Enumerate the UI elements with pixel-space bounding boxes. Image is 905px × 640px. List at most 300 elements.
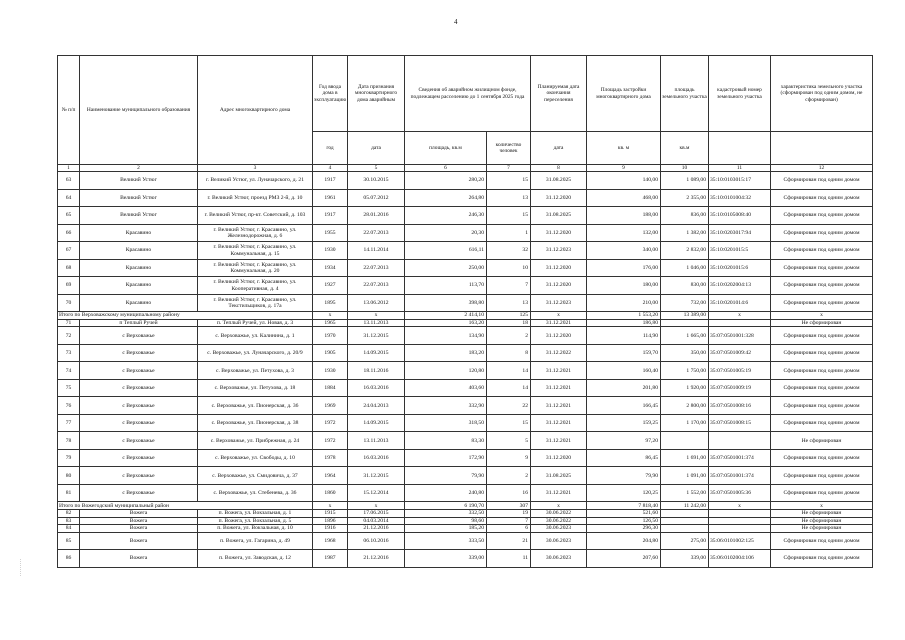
header-cadastral: кадастровый номер земельного участка (709, 56, 771, 132)
table-cell: 31.12.2021 (531, 379, 587, 397)
table-cell: 188,00 (587, 207, 661, 225)
table-cell: 31.12.2021 (531, 484, 587, 502)
table-cell: Не сформирован (771, 319, 873, 327)
table-cell: 78 (58, 432, 80, 450)
table-cell: Великий Устюг (80, 207, 198, 225)
table-cell: 1917 (313, 172, 348, 190)
table-cell: Сформирован под одним домом (771, 379, 873, 397)
table-cell: 13 (487, 294, 531, 312)
table-cell: Сформирован под одним домом (771, 449, 873, 467)
table-cell: с. Верховажье, ул. Пионерская, д. 38 (198, 414, 313, 432)
table-cell: 186,80 (587, 319, 661, 327)
table-cell: 14.09.2015 (348, 414, 405, 432)
table-cell: г. Великий Устюг, г. Красавино, ул. Коммунальная, д. 15 (198, 242, 313, 260)
table-cell: Сформирован под одним домом (771, 467, 873, 485)
table-cell: 79,90 (405, 467, 487, 485)
table-cell: 15 (487, 414, 531, 432)
table-cell: 1987 (313, 550, 348, 568)
table-cell: 339,00 (405, 550, 487, 568)
table-cell: с Верховажье (80, 379, 198, 397)
table-cell: 21 (487, 532, 531, 550)
table-cell: 1968 (313, 532, 348, 550)
table-cell: 30.06.2023 (531, 550, 587, 568)
table-cell: Сформирован под одним домом (771, 294, 873, 312)
table-cell: Не сформирован (771, 525, 873, 533)
table-cell: 31.12.2020 (531, 449, 587, 467)
table-row (58, 414, 873, 432)
table-cell: 80 (58, 467, 80, 485)
table-cell: 1917 (313, 207, 348, 225)
header-planned-date: Планируемая дата окончания переселения (531, 56, 587, 132)
table-cell: 22.07.2013 (348, 259, 405, 277)
table-cell: г. Великий Устюг, ул. Луначарского, д. 21 (198, 172, 313, 190)
table-cell: 35:10:0105008:40 (709, 207, 771, 225)
table-cell: 14.09.2015 (348, 344, 405, 362)
table-cell: 1961 (313, 189, 348, 207)
table-cell: Сформирован под одним домом (771, 344, 873, 362)
table-cell: п. Вожега, ул. Вокзальная, д. 10 (198, 525, 313, 533)
table-cell: Красавино (80, 277, 198, 295)
table-cell: Вожега (80, 532, 198, 550)
table-row (58, 242, 873, 260)
table-cell: 14.11.2014 (348, 242, 405, 260)
table-cell: 7 818,40 (587, 502, 661, 510)
table-cell: 11 (487, 550, 531, 568)
table-cell: 333,50 (405, 532, 487, 550)
total-row (58, 312, 873, 320)
table-cell: с. Верховажье, ул. Прибрежная, д. 24 (198, 432, 313, 450)
table-cell: 15 (487, 172, 531, 190)
table-cell: п. Вожега, ул. Гагарина, д. 49 (198, 532, 313, 550)
table-cell: 403,60 (405, 379, 487, 397)
table-cell: 17.06.2015 (348, 510, 405, 518)
table-cell: 1915 (313, 510, 348, 518)
table-cell: 732,00 (661, 294, 709, 312)
table-cell: 31.12.2021 (531, 397, 587, 415)
table-cell: 201,80 (587, 379, 661, 397)
header-municipality: Наименование муниципального образования (80, 56, 198, 165)
table-cell: 307 (487, 502, 531, 510)
table-cell: 35:07:0501005:19 (709, 362, 771, 380)
table-cell: 84 (58, 525, 80, 533)
table-cell: 31.12.2020 (531, 259, 587, 277)
table-cell: 31.12.2020 (531, 224, 587, 242)
table-cell: 339,00 (661, 550, 709, 568)
column-number-row: 1 2 3 4 5 6 7 8 9 10 11 12 (58, 165, 873, 172)
table-cell: с Верховажье (80, 327, 198, 345)
table-cell: 35:07:0501005:36 (709, 484, 771, 502)
table-cell: 250,00 (405, 259, 487, 277)
margin-marks: ⋮ ⋮ ⋮ (18, 560, 23, 577)
table-cell: 35:07:0501008:15 (709, 414, 771, 432)
table-cell: x (348, 312, 405, 320)
table-cell: 246,30 (405, 207, 487, 225)
total-row (58, 502, 873, 510)
table-cell: 35:10:0103015:17 (709, 172, 771, 190)
table-cell: x (313, 312, 348, 320)
table-cell: 1930 (313, 362, 348, 380)
table-cell: 1 089,00 (661, 172, 709, 190)
table-row (58, 189, 873, 207)
header-land-area: площадь земельного участка (661, 56, 709, 132)
table-cell: 85 (58, 532, 80, 550)
table-cell: Красавино (80, 259, 198, 277)
table-cell: 65 (58, 207, 80, 225)
table-cell: 140,00 (587, 172, 661, 190)
table-cell: 76 (58, 397, 80, 415)
table-cell: 210,00 (587, 294, 661, 312)
table-row (58, 517, 873, 525)
table-cell: 35:10:0201014:6 (709, 294, 771, 312)
table-cell: п. Вожега, ул. Вокзальная, д. 5 (198, 517, 313, 525)
table-cell: Вожега (80, 517, 198, 525)
table-cell (709, 517, 771, 525)
table-cell: 35:06:0101002:125 (709, 532, 771, 550)
unit-build-m2: кв. м (587, 132, 661, 165)
table-cell: 31.12.2020 (531, 327, 587, 345)
table-cell (661, 510, 709, 518)
table-cell: Сформирован под одним домом (771, 550, 873, 568)
table-cell: 1965 (313, 319, 348, 327)
table-cell: 64 (58, 189, 80, 207)
table-cell: 166,45 (587, 397, 661, 415)
table-cell: Сформирован под одним домом (771, 397, 873, 415)
table-cell: Сформирован под одним домом (771, 259, 873, 277)
table-cell: 1970 (313, 327, 348, 345)
table-cell: x (313, 502, 348, 510)
table-cell: 31.12.2021 (531, 432, 587, 450)
table-cell: 18.11.2016 (348, 362, 405, 380)
table-cell: 159,25 (587, 414, 661, 432)
table-row (58, 294, 873, 312)
table-row (58, 510, 873, 518)
table-cell: 1 920,00 (661, 379, 709, 397)
table-cell: 35:10:0201015:5 (709, 242, 771, 260)
header-build-area: Площадь застройки многоквартирного дома (587, 56, 661, 132)
table-cell: 06.10.2016 (348, 532, 405, 550)
table-cell: 82 (58, 510, 80, 518)
table-cell: Великий Устюг (80, 172, 198, 190)
table-cell: 86,45 (587, 449, 661, 467)
table-cell: 35:07:0501009:19 (709, 379, 771, 397)
table-cell: 14 (487, 362, 531, 380)
table-cell: с Верховажье (80, 397, 198, 415)
table-cell: 66 (58, 224, 80, 242)
table-cell: г. Великий Устюг, г. Красавино, ул. Кооперативная, д. 4 (198, 277, 313, 295)
table-cell: 207,60 (587, 550, 661, 568)
table-cell: 120,80 (405, 362, 487, 380)
table-cell: Сформирован под одним домом (771, 277, 873, 295)
table-cell: 30.06.2023 (531, 532, 587, 550)
table-cell: п. Теплый Ручей, ул. Новая, д. 3 (198, 319, 313, 327)
table-cell: Итого по Верховажскому муниципальному району (58, 312, 313, 320)
table-cell: 35:07:0501001:374 (709, 467, 771, 485)
table-cell: 67 (58, 242, 80, 260)
table-cell: 5 (487, 432, 531, 450)
table-cell: 132,00 (587, 224, 661, 242)
table-cell: г. Великий Устюг, проезд РМЗ 2-й, д. 10 (198, 189, 313, 207)
table-cell: 35:10:0202004:13 (709, 277, 771, 295)
table-cell (661, 517, 709, 525)
table-cell: 30.06.2022 (531, 510, 587, 518)
table-cell (709, 510, 771, 518)
table-cell: 7 (487, 277, 531, 295)
table-cell: 10 (487, 259, 531, 277)
table-cell: 1896 (313, 517, 348, 525)
table-cell: 1934 (313, 259, 348, 277)
table-cell: 1 553,20 (587, 312, 661, 320)
table-cell: 22.07.2013 (348, 224, 405, 242)
table-cell: 20,30 (405, 224, 487, 242)
table-row (58, 224, 873, 242)
table-cell: 30.06.2023 (531, 525, 587, 533)
table-cell: Не сформирован (771, 432, 873, 450)
unit-people: количество человек (487, 132, 531, 165)
table-cell: 31.12.2015 (348, 327, 405, 345)
table-row (58, 362, 873, 380)
unit-empty (709, 132, 771, 165)
table-row (58, 432, 873, 450)
table-cell: x (531, 312, 587, 320)
table-cell: 1927 (313, 277, 348, 295)
table-cell: 32 (487, 242, 531, 260)
table-cell: 1916 (313, 525, 348, 533)
table-cell: с. Верховажье, ул. Луначарского, д. 20/9 (198, 344, 313, 362)
table-cell: 1 170,00 (661, 414, 709, 432)
table-cell: 2 (487, 327, 531, 345)
table-cell: 31.12.2022 (531, 344, 587, 362)
table-cell: 72 (58, 327, 80, 345)
table-cell: 2 355,00 (661, 189, 709, 207)
table-cell: 125 (487, 312, 531, 320)
table-cell: 31.08.2025 (531, 172, 587, 190)
table-cell: 9 (487, 449, 531, 467)
table-cell: 35:07:0501001:374 (709, 449, 771, 467)
table-cell: 24.04.2013 (348, 397, 405, 415)
table-cell: 1969 (313, 397, 348, 415)
unit-year: год (313, 132, 348, 165)
table-cell: 63 (58, 172, 80, 190)
table-cell: Великий Устюг (80, 189, 198, 207)
table-cell: 97,20 (587, 432, 661, 450)
table-cell: с Верховажье (80, 344, 198, 362)
table-cell: 19 (487, 510, 531, 518)
table-cell: 13.11.2013 (348, 432, 405, 450)
header-number: № п/п (58, 56, 80, 165)
table-cell: 1 691,00 (661, 449, 709, 467)
table-cell: 2 (487, 467, 531, 485)
table-cell: с Верховажье (80, 432, 198, 450)
table-cell: 21.12.2016 (348, 525, 405, 533)
table-cell: 114,90 (587, 327, 661, 345)
table-cell: 31.12.2021 (531, 319, 587, 327)
table-cell: Сформирован под одним домом (771, 189, 873, 207)
table-cell: 1 750,00 (661, 362, 709, 380)
table-cell: 68 (58, 259, 80, 277)
table-cell: Вожега (80, 525, 198, 533)
header-address: Адрес многоквартирного дома (198, 56, 313, 165)
emergency-housing-table (57, 55, 873, 568)
table-cell: x (531, 502, 587, 510)
table-cell: 1 (487, 224, 531, 242)
unit-area: площадь, кв.м (405, 132, 487, 165)
table-cell: 204,80 (587, 532, 661, 550)
table-cell: 6 (487, 525, 531, 533)
table-cell: 16.03.2016 (348, 449, 405, 467)
table-cell: 13 389,00 (661, 312, 709, 320)
table-cell: x (771, 502, 873, 510)
table-cell: с Верховажье (80, 484, 198, 502)
table-cell: 69 (58, 277, 80, 295)
table-cell: 1860 (313, 484, 348, 502)
table-row (58, 327, 873, 345)
table-cell: с. Верховажье, ул. Стебенева, д. 36 (198, 484, 313, 502)
table-cell: 160,40 (587, 362, 661, 380)
table-cell: Сформирован под одним домом (771, 414, 873, 432)
table-cell: 31.12.2015 (348, 467, 405, 485)
table-cell (709, 525, 771, 533)
table-cell: 1 091,00 (661, 467, 709, 485)
table-cell: 836,00 (661, 207, 709, 225)
table-cell: 13.06.2012 (348, 294, 405, 312)
table-cell: 468,00 (587, 189, 661, 207)
table-cell: 21.12.2016 (348, 550, 405, 568)
table-cell: 13.11.2013 (348, 319, 405, 327)
table-cell: п. Вожега, ул. Заводская, д. 12 (198, 550, 313, 568)
table-cell: 30.10.2015 (348, 172, 405, 190)
table-cell: 35:07:0501008:16 (709, 397, 771, 415)
table-cell: x (771, 312, 873, 320)
table-cell: 1964 (313, 467, 348, 485)
table-cell: Сформирован под одним домом (771, 484, 873, 502)
table-row (58, 207, 873, 225)
header-land-char: характеристика земельного участка (сформирован под одним домом, не сформирован) (771, 56, 873, 132)
table-cell: x (348, 502, 405, 510)
table-cell: 1972 (313, 432, 348, 450)
table-row (58, 525, 873, 533)
table-cell: с. Верховажье, ул. Петухова, д. 3 (198, 362, 313, 380)
table-cell: 98,60 (405, 517, 487, 525)
table-cell: с Верховажье (80, 414, 198, 432)
table-cell: Красавино (80, 242, 198, 260)
table-cell: Не сформирован (771, 517, 873, 525)
table-cell: Сформирован под одним домом (771, 242, 873, 260)
table-cell: 31.12.2021 (531, 362, 587, 380)
table-cell: Сформирован под одним домом (771, 207, 873, 225)
table-cell: 521,60 (587, 510, 661, 518)
table-row (58, 550, 873, 568)
table-cell: 6 190,70 (405, 502, 487, 510)
table-cell: 35:06:0102004:106 (709, 550, 771, 568)
table-cell: 8 (487, 344, 531, 362)
table-row (58, 449, 873, 467)
table-cell: 35:07:0501001:328 (709, 327, 771, 345)
table-cell: 18 (487, 319, 531, 327)
table-cell: 172,90 (405, 449, 487, 467)
table-cell: г. Великий Устюг, пр-кт. Советский, д. 103 (198, 207, 313, 225)
table-cell: 332,90 (405, 397, 487, 415)
table-cell: 1972 (313, 414, 348, 432)
table-cell: г. Великий Устюг, г. Красавино, ул. Железнодорожная, д. 6 (198, 224, 313, 242)
table-cell: Итого по Вожегодский муниципальный район (58, 502, 313, 510)
unit-empty (771, 132, 873, 165)
table-row (58, 484, 873, 502)
table-row (58, 319, 873, 327)
table-cell: 113,70 (405, 277, 487, 295)
table-cell: Вожега (80, 510, 198, 518)
table-cell: 616,11 (405, 242, 487, 260)
table-cell: с. Верховажье, ул. Петухова, д. 18 (198, 379, 313, 397)
table-cell: с. Верховажье, ул. Свободы, д. 10 (198, 449, 313, 467)
table-cell: 83 (58, 517, 80, 525)
table-cell: 75 (58, 379, 80, 397)
table-cell: с Верховажье (80, 467, 198, 485)
table-cell: 31.12.2023 (531, 294, 587, 312)
table-cell: 86 (58, 550, 80, 568)
table-cell: г. Великий Устюг, г. Красавино, ул. Текстильщиков, д. 17а (198, 294, 313, 312)
table-cell: 1955 (313, 224, 348, 242)
table-cell: 332,50 (405, 510, 487, 518)
table-row (58, 277, 873, 295)
table-cell: 126,50 (587, 517, 661, 525)
table-cell: 81 (58, 484, 80, 502)
table-cell: 73 (58, 344, 80, 362)
table-cell: 83,30 (405, 432, 487, 450)
table-cell: Сформирован под одним домом (771, 362, 873, 380)
table-cell: 16 (487, 484, 531, 502)
table-cell: 1 046,00 (661, 259, 709, 277)
table-row (58, 532, 873, 550)
table-cell: 176,00 (587, 259, 661, 277)
table-cell: п Теплый Ручей (80, 319, 198, 327)
table-cell: 79,90 (587, 467, 661, 485)
table-cell: Сформирован под одним домом (771, 327, 873, 345)
table-cell: 15 (487, 207, 531, 225)
table-cell: 79 (58, 449, 80, 467)
table-cell: с. Верховажье, ул. Смидовича, д. 37 (198, 467, 313, 485)
unit-land-m2: кв.м (661, 132, 709, 165)
header-emergency-date: Дата признания многоквартирного дома аварийным (348, 56, 405, 132)
table-cell: 1930 (313, 242, 348, 260)
table-cell: 31.12.2023 (531, 242, 587, 260)
table-cell: 30.06.2022 (531, 517, 587, 525)
table-cell: 31.12.2020 (531, 189, 587, 207)
table-cell: с. Верховажье, ул. Пионерская, д. 36 (198, 397, 313, 415)
header-year: Год ввода дома в эксплуатацию (313, 56, 348, 132)
unit-plan-date: дата (531, 132, 587, 165)
table-row (58, 259, 873, 277)
table-cell: 264,80 (405, 189, 487, 207)
table-cell (661, 525, 709, 533)
table-row (58, 344, 873, 362)
table-cell: 2 800,00 (661, 397, 709, 415)
table-cell: п. Вожега, ул. Вокзальная, д. 1 (198, 510, 313, 518)
table-cell: 70 (58, 294, 80, 312)
table-cell: 22.07.2013 (348, 277, 405, 295)
table-cell (661, 432, 709, 450)
table-cell: 77 (58, 414, 80, 432)
table-cell: 14 (487, 379, 531, 397)
table-cell: Сформирован под одним домом (771, 224, 873, 242)
table-cell: 275,00 (661, 532, 709, 550)
table-cell: 31.12.2020 (531, 277, 587, 295)
table-cell: Не сформирован (771, 510, 873, 518)
table-row (58, 467, 873, 485)
table-cell: 1978 (313, 449, 348, 467)
table-cell: 163,20 (405, 319, 487, 327)
table-cell: 180,00 (587, 277, 661, 295)
table-cell: 185,20 (405, 525, 487, 533)
